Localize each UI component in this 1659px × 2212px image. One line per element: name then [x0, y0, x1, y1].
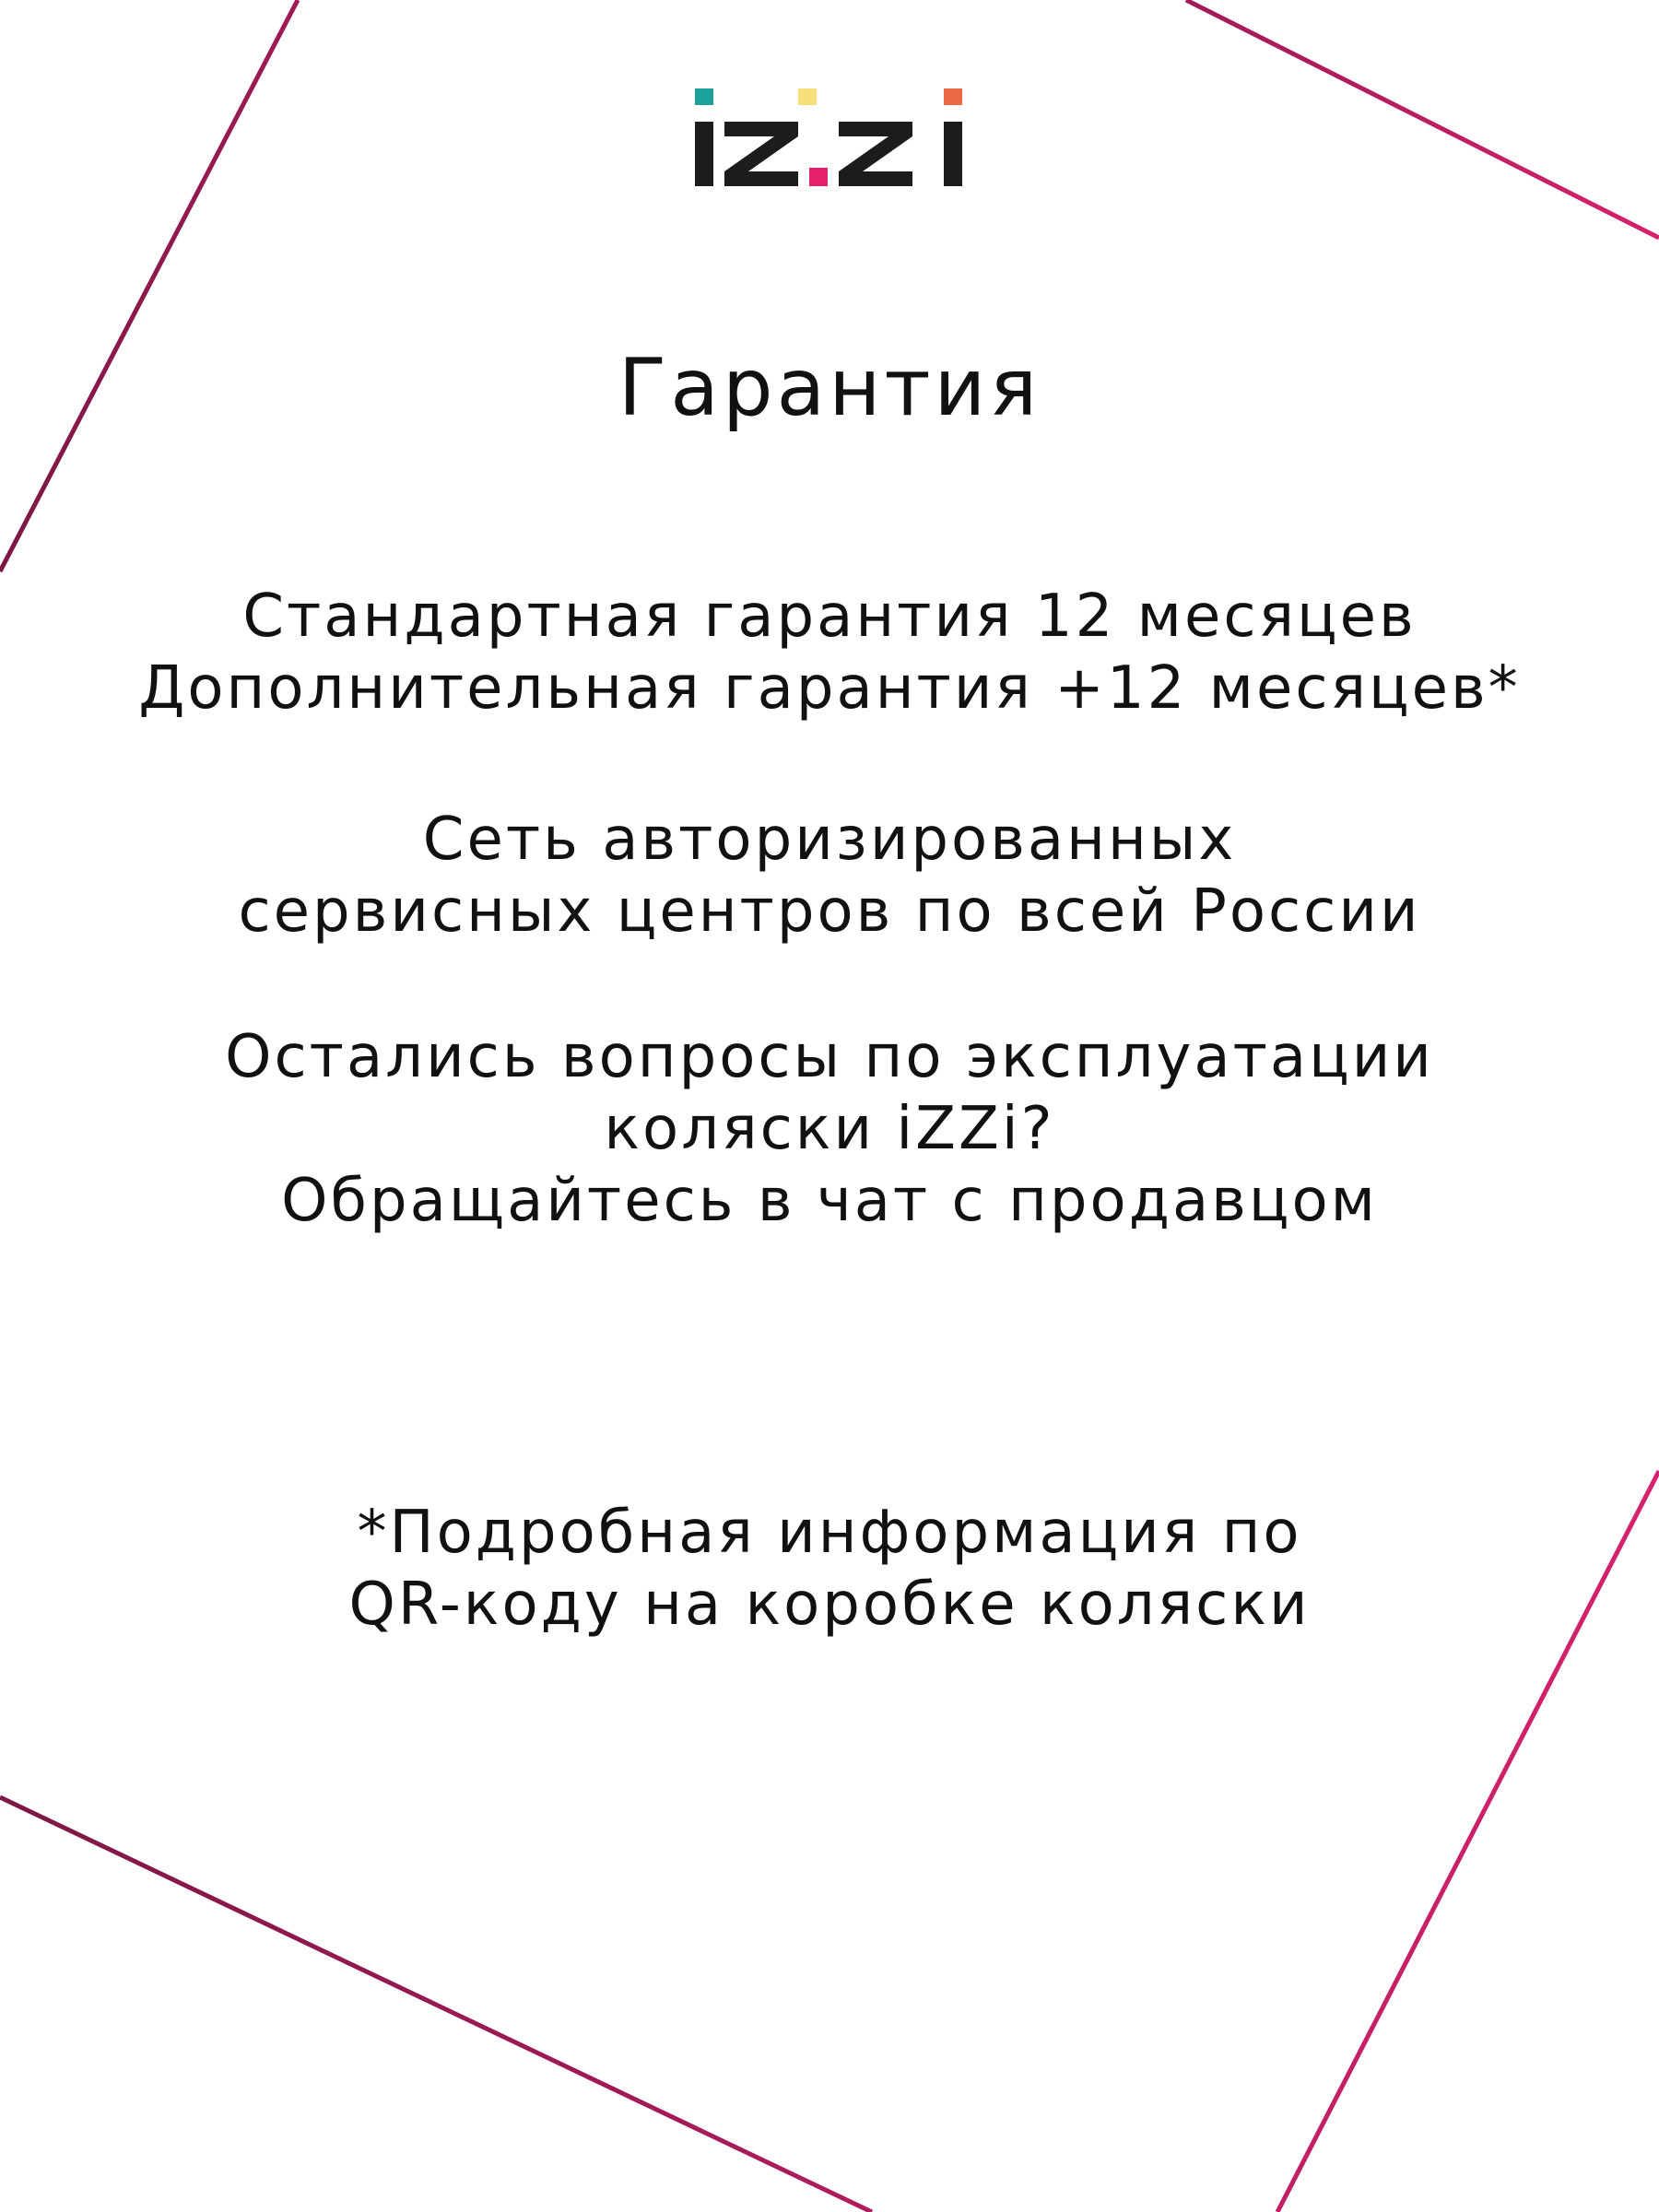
warranty-standard-line: Стандартная гарантия 12 месяцев [242, 582, 1417, 651]
questions-info [0, 1021, 1659, 1237]
footnote-line-1: *Подробная информация по [357, 1499, 1302, 1567]
izzi-logo [695, 88, 964, 190]
service-centers-info [0, 804, 1659, 947]
footnote-line-2: QR-коду на коробке коляски [348, 1571, 1311, 1639]
service-line-1: Сеть авторизированных [422, 806, 1237, 874]
footnote [0, 1497, 1659, 1641]
service-line-2: сервисных центров по всей России [238, 877, 1421, 946]
questions-line-3: Обращайтесь в чат с продавцом [281, 1167, 1378, 1235]
questions-line-2: коляски iZZi? [604, 1095, 1055, 1163]
warranty-info [0, 581, 1659, 724]
page-title: Гарантия [618, 341, 1041, 434]
questions-line-1: Остались вопросы по эксплуатации [225, 1023, 1434, 1091]
warranty-extra-line: Дополнительная гарантия +12 месяцев* [138, 654, 1521, 723]
